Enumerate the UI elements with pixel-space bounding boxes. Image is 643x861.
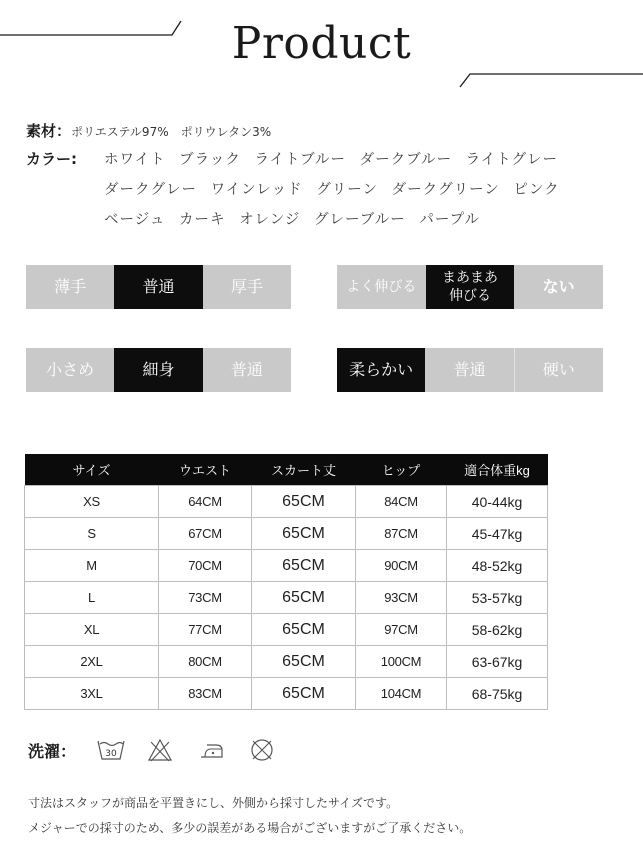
material-label: 素材： [26, 122, 72, 140]
page-title: Product [231, 18, 412, 69]
color-line-3: ベージュ カーキ オレンジ グレーブルー パープル [104, 212, 481, 228]
material-row [26, 120, 271, 141]
material-value: ポリエステル97% ポリウレタン3% [71, 125, 272, 139]
hip-cell: 97CM [356, 614, 447, 646]
table-row [25, 518, 548, 550]
skirt-length-cell: 65CM [252, 582, 356, 614]
hip-cell: 100CM [356, 646, 447, 678]
waist-cell: 83CM [159, 678, 252, 710]
skirt-length-cell: 65CM [252, 678, 356, 710]
color-line-1: ホワイト ブラック ライトブルー ダークブルー ライトグレー [104, 152, 558, 168]
no-tumble-dry-icon [248, 736, 276, 764]
softness-option-hard: 硬い [514, 348, 603, 392]
table-row [25, 582, 548, 614]
header-size: サイズ [25, 454, 159, 486]
care-row [28, 736, 276, 764]
table-row [25, 614, 548, 646]
waist-cell: 64CM [159, 486, 252, 518]
hip-cell: 84CM [356, 486, 447, 518]
wash-30-icon [96, 737, 126, 763]
header-weight: 適合体重kg [447, 454, 548, 486]
weight-cell: 45-47kg [447, 518, 548, 550]
table-row [25, 646, 548, 678]
fit-option-slim: 細身 [114, 348, 202, 392]
no-bleach-icon [146, 737, 174, 763]
softness-scale [337, 348, 603, 392]
fit-scale [26, 348, 291, 392]
stretch-scale [337, 265, 603, 309]
hip-cell: 104CM [356, 678, 447, 710]
thickness-option-thin: 薄手 [26, 265, 114, 309]
waist-cell: 77CM [159, 614, 252, 646]
thickness-scale [26, 265, 291, 309]
wash-temperature: 30 [105, 749, 117, 759]
skirt-length-cell: 65CM [252, 646, 356, 678]
size-cell: S [25, 518, 159, 550]
waist-cell: 67CM [159, 518, 252, 550]
softness-option-normal: 普通 [425, 348, 513, 392]
skirt-length-cell: 65CM [252, 486, 356, 518]
weight-cell: 48-52kg [447, 550, 548, 582]
table-row [25, 678, 548, 710]
weight-cell: 40-44kg [447, 486, 548, 518]
size-table-header [25, 454, 548, 486]
size-cell: M [25, 550, 159, 582]
table-row [25, 486, 548, 518]
fit-option-small: 小さめ [26, 348, 114, 392]
header-skirt-length: スカート丈 [252, 454, 356, 486]
thickness-option-thick: 厚手 [203, 265, 291, 309]
note-line-2: メジャーでの採寸のため、多少の誤差がある場合がございますがご了承ください。 [28, 821, 472, 835]
waist-cell: 80CM [159, 646, 252, 678]
weight-cell: 63-67kg [447, 646, 548, 678]
color-label: カラー: [26, 150, 77, 168]
hip-cell: 93CM [356, 582, 447, 614]
stretch-option-medium: まあまあ 伸びる [426, 265, 515, 309]
header-hip: ヒップ [356, 454, 447, 486]
stretch-option-high: よく伸びる [337, 265, 426, 309]
waist-cell: 70CM [159, 550, 252, 582]
thickness-option-normal: 普通 [114, 265, 202, 309]
low-iron-icon [196, 737, 226, 763]
hip-cell: 90CM [356, 550, 447, 582]
skirt-length-cell: 65CM [252, 550, 356, 582]
waist-cell: 73CM [159, 582, 252, 614]
weight-cell: 53-57kg [447, 582, 548, 614]
color-line-2: ダークグレー ワインレッド グリーン ダークグリーン ピンク [104, 182, 560, 198]
note-line-1: 寸法はスタッフが商品を平置きにし、外側から採寸したサイズです。 [28, 796, 399, 810]
table-row [25, 550, 548, 582]
color-row [26, 148, 77, 169]
header-right-line [456, 70, 643, 90]
skirt-length-cell: 65CM [252, 614, 356, 646]
stretch-option-none: ない [514, 265, 603, 309]
softness-option-soft: 柔らかい [337, 348, 425, 392]
skirt-length-cell: 65CM [252, 518, 356, 550]
header-waist: ウエスト [159, 454, 252, 486]
size-cell: XS [25, 486, 159, 518]
fit-option-normal: 普通 [203, 348, 291, 392]
weight-cell: 68-75kg [447, 678, 548, 710]
size-cell: L [25, 582, 159, 614]
size-cell: XL [25, 614, 159, 646]
size-cell: 3XL [25, 678, 159, 710]
weight-cell: 58-62kg [447, 614, 548, 646]
hip-cell: 87CM [356, 518, 447, 550]
care-label: 洗濯： [28, 741, 77, 761]
size-cell: 2XL [25, 646, 159, 678]
size-table [24, 454, 548, 710]
